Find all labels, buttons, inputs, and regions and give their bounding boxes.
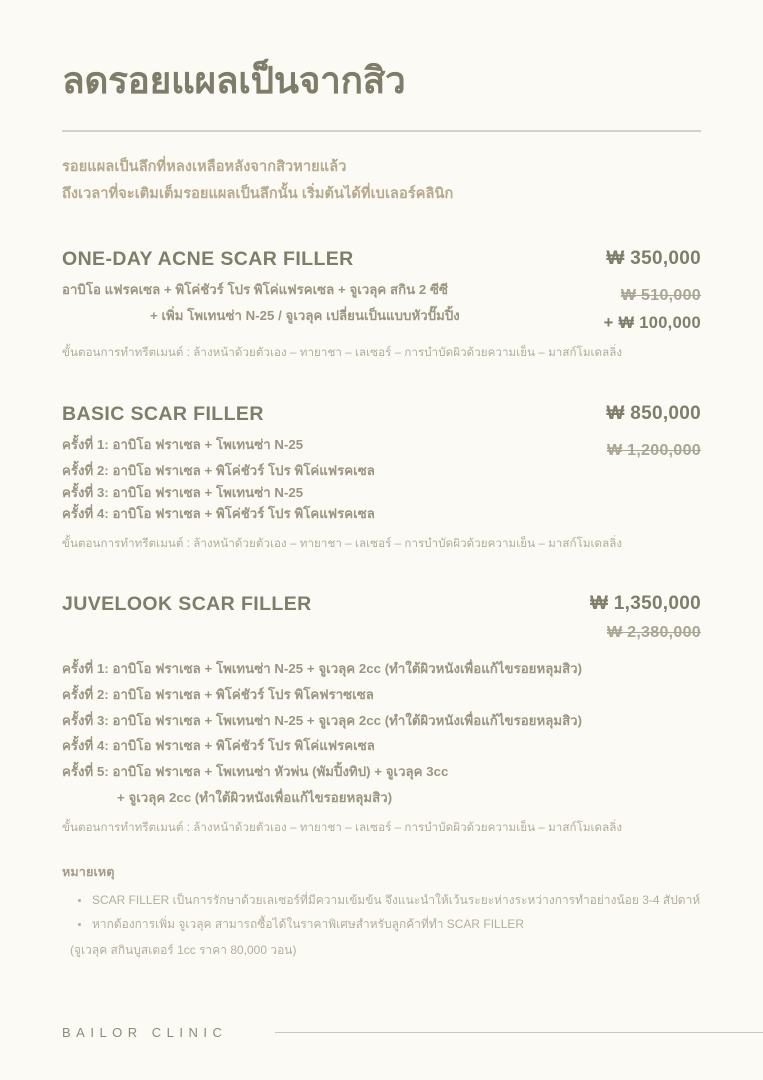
- price-column: [551, 248, 701, 271]
- package-detail: อาบิโอ แฟรคเซล + พิโค่ชัวร์ โปร พิโค่แฟรคเซล + จูเวลุค สกิน 2 ซีซี: [62, 282, 448, 298]
- session-item: ครั้งที่ 3: อาบิโอ ฟราเซล + โพเทนซ่า N-25 + จูเวลุค 2cc (ทำใต้ผิวหนังเพื่อแก้ไขรอยหลุมสิว): [62, 712, 583, 728]
- remarks-subnote: (จูเวลุค สกินบูสเตอร์ 1cc ราคา 80,000 วอน): [70, 942, 297, 957]
- brand-logo: BAILOR CLINIC: [62, 1025, 228, 1040]
- session-item: ครั้งที่ 5: อาบิโอ ฟราเซล + โพเทนซ่า หัวพ่น (พัมปิ้งทิป) + จูเวลุค 3cc: [62, 763, 449, 779]
- package-addon-detail: + เพิ่ม โพเทนซ่า N-25 / จูเวลุค เปลี่ยนเป็นแบบหัวปั๊มปิ้ง: [150, 308, 460, 324]
- session-item: ครั้งที่ 3: อาบิโอ ฟราเซล + โพเทนซ่า N-25: [62, 484, 304, 500]
- package-procedure: ขั้นตอนการทำทรีตเมนต์ : ล้างหน้าด้วยตัวเอง – ทายาชา – เลเซอร์ – การบำบัดผิวด้วยความเย็น – มาสก์โมเดลลิ่ง: [62, 821, 623, 835]
- footer-divider: [275, 1032, 763, 1034]
- session-item: ครั้งที่ 4: อาบิโอ ฟราเซล + พิโค่ชัวร์ โปร พิโค่แฟรคเซล: [62, 738, 375, 754]
- package-body: [62, 279, 701, 363]
- detail-row: [62, 785, 701, 811]
- price-column-old: [551, 279, 701, 305]
- header-divider: [62, 130, 701, 132]
- package-body: [62, 656, 701, 838]
- remark-item: หากต้องการเพิ่ม จูเวลุค สามารถซื้อได้ในราคาพิเศษสำหรับลูกค้าที่ทำ SCAR FILLER: [62, 913, 701, 937]
- detail-row: [62, 460, 701, 481]
- session-item: ครั้งที่ 2: อาบิโอ ฟราเซล + พิโค่ชัวร์ โปร พิโค่แฟรคเซล: [62, 463, 375, 479]
- remarks-list: [62, 889, 701, 937]
- package-header: [62, 593, 701, 642]
- package-procedure: ขั้นตอนการทำทรีตเมนต์ : ล้างหน้าด้วยตัวเอง – ทายาชา – เลเซอร์ – การบำบัดผิวด้วยความเย็น – มาสก์โมเดลลิ่ง: [62, 346, 623, 360]
- package-juvelook-scar-filler: [62, 593, 701, 838]
- price-original: ₩ 510,000: [620, 287, 701, 305]
- lede-line-2: ถึงเวลาที่จะเติมเต็มรอยแผลเป็นลึกนั้น เริ่มต้นได้ที่เบเลอร์คลินิก: [62, 186, 454, 203]
- remarks-section: [62, 862, 701, 960]
- package-name: ONE-DAY ACNE SCAR FILLER: [62, 247, 354, 270]
- package-name: JUVELOOK SCAR FILLER: [62, 593, 312, 616]
- price-current: ₩ 350,000: [606, 247, 701, 269]
- detail-row: [62, 279, 701, 305]
- price-column: [551, 593, 701, 642]
- package-body: [62, 434, 701, 553]
- session-item: ครั้งที่ 1: อาบิโอ ฟราเซล + โพเทนซ่า N-25: [62, 437, 304, 453]
- remarks-title: หมายเหตุ: [62, 864, 115, 879]
- price-current: ₩ 1,350,000: [589, 593, 701, 615]
- footer: [62, 1025, 763, 1040]
- price-column: [551, 403, 701, 426]
- remark-item: SCAR FILLER เป็นการรักษาด้วยเลเซอร์ที่มีความเข้มข้น จึงแนะนำให้เว้นระยะห่างระหว่างการทำอย่างน้อย 3-4 สัปดาห์: [62, 889, 701, 913]
- price-column-addon: [551, 305, 701, 334]
- package-basic-scar-filler: [62, 403, 701, 553]
- session-item: ครั้งที่ 4: อาบิโอ ฟราเซล + พิโค่ชัวร์ โปร พิโคแฟรคเซล: [62, 506, 375, 522]
- price-column-old: [551, 434, 701, 460]
- package-procedure: ขั้นตอนการทำทรีตเมนต์ : ล้างหน้าด้วยตัวเอง – ทายาชา – เลเซอร์ – การบำบัดผิวด้วยความเย็น – มาสก์โมเดลลิ่ง: [62, 536, 623, 550]
- detail-row: [62, 682, 701, 708]
- detail-row: [62, 503, 701, 524]
- price-original: ₩ 2,380,000: [606, 623, 701, 641]
- package-one-day-acne-scar-filler: [62, 248, 701, 363]
- detail-row: [62, 759, 701, 785]
- detail-row: [62, 733, 701, 759]
- lede-block: [62, 154, 701, 208]
- detail-row: [62, 656, 701, 682]
- price-current: ₩ 850,000: [606, 402, 701, 424]
- price-original: ₩ 1,200,000: [606, 442, 701, 460]
- session-item-continuation: + จูเวลุค 2cc (ทำใต้ผิวหนังเพื่อแก้ไขรอยหลุมสิว): [117, 789, 393, 805]
- price-addon: + ₩ 100,000: [603, 314, 701, 333]
- detail-row: [62, 434, 701, 460]
- detail-row: [62, 305, 701, 334]
- session-item: ครั้งที่ 1: อาบิโอ ฟราเซล + โพเทนซ่า N-25 + จูเวลุค 2cc (ทำใต้ผิวหนังเพื่อแก้ไขรอยหลุมสิว): [62, 661, 583, 677]
- lede-line-1: รอยแผลเป็นลึกที่หลงเหลือหลังจากสิวหายแล้ว: [62, 159, 347, 176]
- session-item: ครั้งที่ 2: อาบิโอ ฟราเซล + พิโค่ชัวร์ โปร พิโคฟราซเซล: [62, 686, 374, 702]
- page-title: ลดรอยแผลเป็นจากสิว: [62, 60, 406, 101]
- package-name: BASIC SCAR FILLER: [62, 402, 264, 425]
- package-header: [62, 403, 701, 426]
- detail-row: [62, 708, 701, 734]
- package-header: [62, 248, 701, 271]
- detail-row: [62, 482, 701, 503]
